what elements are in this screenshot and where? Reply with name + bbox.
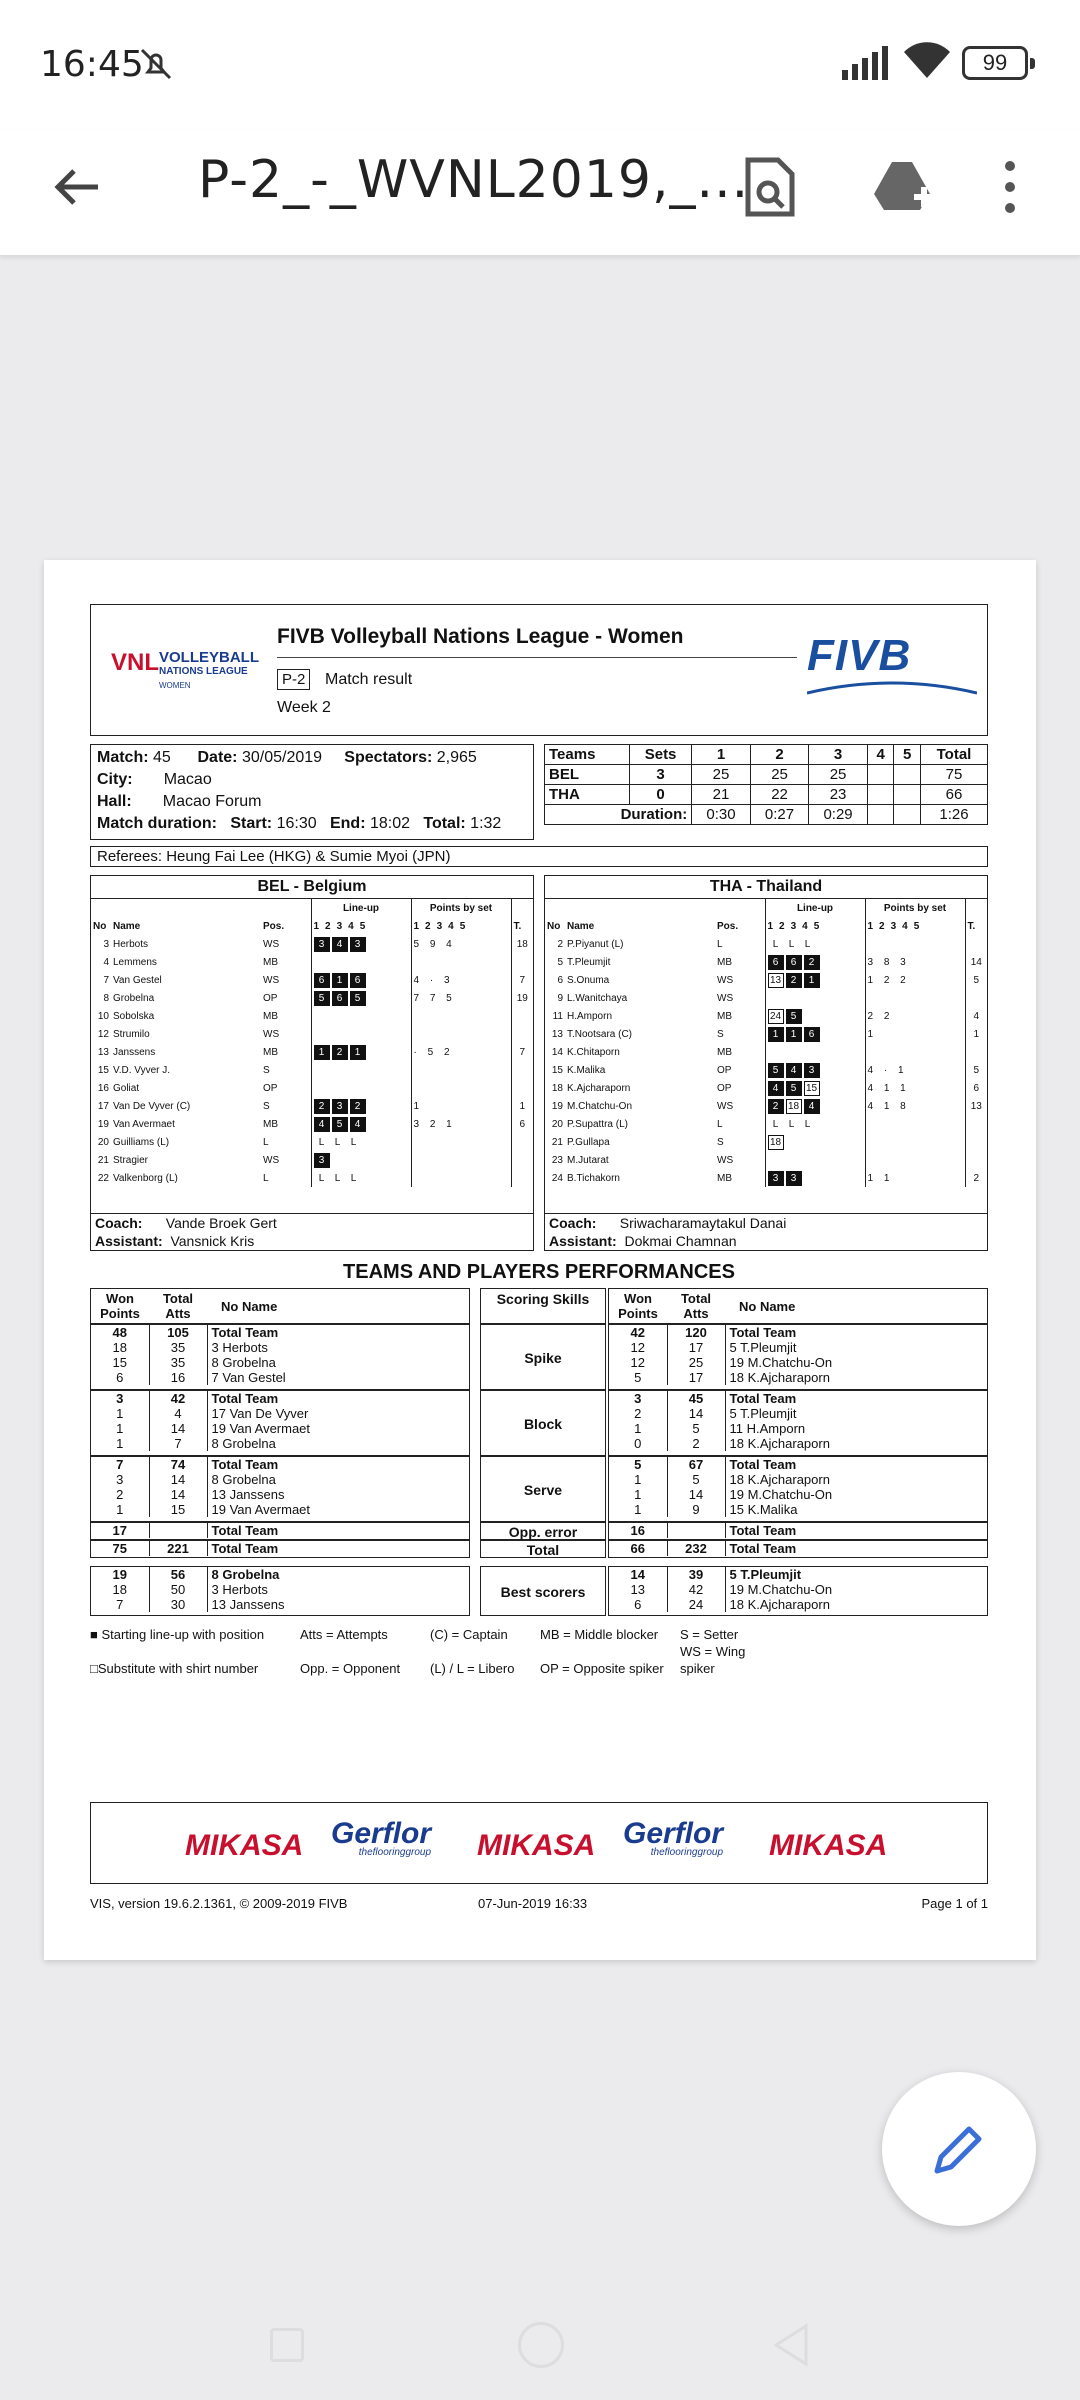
perf-row: 16 Total Team [609,1523,987,1538]
perf-row: 3 42 Total Team [91,1391,469,1406]
starting-position-mark: 5 [768,1063,784,1078]
skill-label: Spike [480,1324,606,1390]
best-scorers-left [90,1566,470,1616]
perf-left-block [90,1390,470,1456]
substitute-mark: 15 [804,1081,820,1096]
sponsor-logo: MIKASA [477,1829,596,1862]
starting-position-mark: 5 [786,1081,802,1096]
bel-player-row: 12 Strumilo WS [91,1025,533,1043]
perf-left-serve [90,1456,470,1522]
perf-left-opperror [90,1522,470,1540]
perf-right-spike [608,1324,988,1390]
sponsor-logo: Gerflor theflooringgroup [331,1817,432,1858]
starting-position-mark: 1 [350,1045,366,1060]
assistant: Assistant: Vansnick Kris [95,1233,255,1249]
tha-player-row: 9 L.Wanitchaya WS [545,989,987,1007]
back-arrow-icon[interactable] [48,157,108,217]
starting-position-mark: 2 [314,1099,330,1114]
starting-position-mark: 4 [804,1099,820,1114]
best-scorers-right [608,1566,988,1616]
perf-row: 42 120 Total Team [609,1325,987,1340]
recents-button[interactable] [270,2328,304,2362]
libero-mark: L [318,1172,325,1184]
starting-position-mark: 6 [786,955,802,970]
starting-position-mark: 4 [768,1081,784,1096]
mute-icon [136,44,176,84]
bel-player-row: 8 Grobelna OP 5 6 5 7 7 5 19 [91,989,533,1007]
perf-row: 1 7 8 Grobelna [91,1436,469,1451]
perf-row: 66 232 Total Team [609,1541,987,1556]
tha-player-row: 11 H.Amporn MB 24 5 2 2 4 [545,1007,987,1025]
perf-row: 1 5 18 K.Ajcharaporn [609,1472,987,1487]
duration-row: Duration: 0:30 0:27 0:29 1:26 [545,805,988,825]
legend-line-1: ■ Starting line-up with position Atts = Attempts (C) = Captain MB = Middle blocker S = Setter [90,1627,739,1642]
starting-position-mark: 5 [332,1117,348,1132]
bel-player-row: 19 Van Avermaet MB 4 5 4 3 2 1 6 [91,1115,533,1133]
perf-row: 3 45 Total Team [609,1391,987,1406]
find-in-document-icon[interactable] [738,154,802,220]
coach: Coach: Vande Broek Gert [95,1215,277,1231]
performance-section: Won Points Total Atts No Name Scoring Skills Won Points Total Atts No Name 48 105 Total Team 18 35 3 Herbots 15 35 8 Grobelna 6 16 7 Van Gestel Spike 42 120 Total Team 12 17 5 T.Pleumjit 12 25 19 M.Chatchu-On 5 17 18 K.Ajcharaporn 3 42 Total Team 1 4 17 Van De Vyver 1 14 19 Van Avermaet 1 7 8 Grobelna Block 3 45 Total Team 2 14 5 T.Pleumjit 1 5 11 H.Amporn 0 2 18 K.Ajcharaporn 7 74 Total Team 3 14 8 Grobelna 2 14 13 Janssens 1 15 19 Van Avermaet Serve 5 67 Total Team 1 5 18 K.Ajcharaporn 1 14 19 M.Chatchu-On 1 9 15 K.Malika 17 Total Team Opp. error 16 Total Team 75 221 Total Team Total 66 232 Total Team 19 56 8 Grobelna 18 50 3 Herbots 7 30 13 Janssens Best scorers 14 39 5 T.Pleumjit 13 42 19 M.Chatchu-On 6 24 18 K.Ajcharaporn [90,1288,988,1620]
wifi-icon [902,42,952,82]
starting-position-mark: 3 [332,1099,348,1114]
bel-player-row: 3 Herbots WS 3 4 3 5 9 4 18 [91,935,533,953]
best-scorers-label: Best scorers [480,1566,606,1616]
libero-mark: L [788,1118,795,1130]
perf-row: 2 14 13 Janssens [91,1487,469,1502]
perf-row: 6 16 7 Van Gestel [91,1370,469,1385]
tha-player-row: 23 M.Jutarat WS [545,1151,987,1169]
starting-position-mark: 3 [314,1153,330,1168]
starting-position-mark: 5 [314,991,330,1006]
logo-line-2: NATIONS LEAGUE [159,666,248,677]
vnl-logo: VNL [111,649,159,676]
perf-right-opperror [608,1522,988,1540]
signal-icon [840,46,890,80]
tha-player-row: 19 M.Chatchu-On WS 2 18 4 4 1 8 13 [545,1097,987,1115]
perf-row: 48 105 Total Team [91,1325,469,1340]
status-bar [0,0,1080,130]
header-divider [277,657,797,658]
starting-position-mark: 2 [350,1099,366,1114]
substitute-mark: 24 [768,1009,784,1024]
perf-row: 14 39 5 T.Pleumjit [609,1567,987,1582]
perf-row: 1 4 17 Van De Vyver [91,1406,469,1421]
perf-row: 6 24 18 K.Ajcharaporn [609,1597,987,1612]
clock: 16:45 [40,44,144,85]
perf-row: 12 25 19 M.Chatchu-On [609,1355,987,1370]
tha-player-row: 21 P.Gullapa S 18 [545,1133,987,1151]
perf-row: 5 67 Total Team [609,1457,987,1472]
perf-left-spike [90,1324,470,1390]
perf-row: 75 221 Total Team [91,1541,469,1556]
bel-player-row: 17 Van De Vyver (C) S 2 3 2 1 1 [91,1097,533,1115]
match-number: 45 [153,749,171,766]
starting-position-mark: 6 [314,973,330,988]
starting-position-mark: 6 [768,955,784,970]
libero-mark: L [772,938,779,950]
perf-row: 1 15 19 Van Avermaet [91,1502,469,1517]
starting-position-mark: 3 [786,1171,802,1186]
sponsor-logo: MIKASA [769,1829,888,1862]
battery-icon: 99 [962,46,1028,80]
starting-position-mark: 3 [768,1171,784,1186]
footer-version: VIS, version 19.6.2.1361, © 2009-2019 FIVB [90,1896,348,1911]
tha-player-row: 13 T.Nootsara (C) S 1 1 6 1 1 [545,1025,987,1043]
score-row-bel: BEL 3 25 25 25 75 [545,765,988,785]
perf-row: 5 17 18 K.Ajcharaporn [609,1370,987,1385]
bel-player-row: 13 Janssens MB 1 2 1 · 5 2 7 [91,1043,533,1061]
libero-mark: L [350,1136,357,1148]
skill-label: Serve [480,1456,606,1522]
tha-player-row: 6 S.Onuma WS 13 2 1 1 2 2 5 [545,971,987,989]
doc-header [90,604,988,736]
tha-player-row: 20 P.Supattra (L) L L L L [545,1115,987,1133]
libero-mark: L [350,1172,357,1184]
libero-mark: L [334,1172,341,1184]
perf-left-total [90,1540,470,1558]
perf-row: 15 35 8 Grobelna [91,1355,469,1370]
vnl-logo-text [159,651,259,693]
perf-row: 18 35 3 Herbots [91,1340,469,1355]
starting-position-mark: 6 [332,991,348,1006]
libero-mark: L [334,1136,341,1148]
libero-mark: L [788,938,795,950]
tha-player-row: 24 B.Tichakorn MB 3 3 1 1 2 [545,1169,987,1187]
logo-line-1: VOLLEYBALL [159,649,259,666]
starting-position-mark: 2 [332,1045,348,1060]
score-header-row: Teams Sets 1 2 3 4 5 Total [545,745,988,765]
team-name: BEL - Belgium [91,876,533,899]
tha-player-row: 15 K.Malika OP 5 4 3 4 · 1 5 [545,1061,987,1079]
starting-position-mark: 1 [314,1045,330,1060]
score-row-tha: THA 0 21 22 23 66 [545,785,988,805]
perf-row: 17 Total Team [91,1523,469,1538]
coach: Coach: Sriwacharamaytakul Danai [549,1215,787,1231]
bel-player-row: 7 Van Gestel WS 6 1 6 4 · 3 7 [91,971,533,989]
assistant: Assistant: Dokmai Chamnan [549,1233,737,1249]
starting-position-mark: 4 [332,937,348,952]
team-b-roster: THA - Thailand Line-up Points by set No Name Pos. 12345 12345 T. 2 P.Piyanut (L) L L L L 5 T.Pleumjit MB 6 6 2 3 8 3 14 6 S.Onuma WS 13 2 1 1 2 2 5 9 L.Wanitchaya WS 11 H.Amporn MB 24 5 2 2 4 13 T.Nootsara (C) S 1 1 6 1 1 14 K.Chitaporn MB 15 K.Malika OP 5 4 3 4 · 1 5 18 K.Ajcharaporn OP 4 5 15 4 1 1 6 19 M.Chatchu-On WS 2 18 4 4 1 8 13 20 P.Supattra (L) L L L L 21 P.Gullapa S 18 23 M.Jutarat WS 24 B.Tichakorn MB 3 3 1 1 2 Coach: Sriwacharamaytakul Danai Assistant: Dokmai Chamnan [544,875,988,1251]
perf-row: 13 42 19 M.Chatchu-On [609,1582,987,1597]
report-type: Match result [325,671,413,688]
perf-right-total [608,1540,988,1558]
legend [90,1626,988,1677]
perf-row: 18 50 3 Herbots [91,1582,469,1597]
sponsor-strip [90,1802,988,1884]
bel-player-row: 22 Valkenborg (L) L L L L [91,1169,533,1187]
tha-player-row: 2 P.Piyanut (L) L L L L [545,935,987,953]
perf-row: 7 30 13 Janssens [91,1597,469,1612]
back-button[interactable] [770,2322,810,2368]
starting-position-mark: 4 [350,1117,366,1132]
app-bar [0,130,1080,256]
bel-player-row: 16 Goliat OP [91,1079,533,1097]
starting-position-mark: 4 [314,1117,330,1132]
team-name: THA - Thailand [545,876,987,899]
starting-position-mark: 4 [786,1063,802,1078]
bel-player-row: 21 Stragier WS 3 [91,1151,533,1169]
edit-fab[interactable] [882,2072,1036,2226]
bel-player-row: 15 V.D. Vyver J. S [91,1061,533,1079]
sponsor-logo: MIKASA [185,1829,304,1862]
navigation-bar [0,2300,1080,2400]
substitute-mark: 18 [768,1135,784,1150]
hall: Macao Forum [162,793,262,810]
perf-row: 1 5 11 H.Amporn [609,1421,987,1436]
score-table [544,744,988,825]
fivb-logo: FIVB [807,631,977,700]
sponsor-logo: Gerflor theflooringgroup [623,1817,724,1858]
add-to-drive-icon[interactable] [870,154,934,220]
starting-position-mark: 6 [804,1027,820,1042]
footer-date: 07-Jun-2019 16:33 [478,1896,588,1911]
libero-mark: L [772,1118,779,1130]
libero-mark: L [804,1118,811,1130]
starting-position-mark: 1 [332,973,348,988]
starting-position-mark: 3 [804,1063,820,1078]
starting-position-mark: 2 [786,973,802,988]
starting-position-mark: 1 [786,1027,802,1042]
starting-position-mark: 1 [804,973,820,988]
starting-position-mark: 5 [350,991,366,1006]
perf-right-serve [608,1456,988,1522]
legend-line-2: □Substitute with shirt number Opp. = Opponent (L) / L = Libero OP = Opposite spikerWS = Wing spiker [90,1644,746,1676]
team-a-roster: BEL - Belgium Line-up Points by set No Name Pos. 12345 12345 T. 3 Herbots WS 3 4 3 5 9 4 18 4 Lemmens MB 7 Van Gestel WS 6 1 6 4 · 3 7 8 Grobelna OP 5 6 5 7 7 5 19 10 Sobolska MB 12 Strumilo WS 13 Janssens MB 1 2 1 · 5 2 7 15 V.D. Vyver J. S 16 Goliat OP 17 Van De Vyver (C) S 2 3 2 1 1 19 Van Avermaet MB 4 5 4 3 2 1 6 20 Guilliams (L) L L L L 21 Stragier WS 3 22 Valkenborg (L) L L L L Coach: Vande Broek Gert Assistant: Vansnick Kris [90,875,534,1251]
perf-row: 12 17 5 T.Pleumjit [609,1340,987,1355]
libero-mark: L [318,1136,325,1148]
perf-row: 1 14 19 M.Chatchu-On [609,1487,987,1502]
substitute-mark: 18 [786,1099,802,1114]
bel-player-row: 4 Lemmens MB [91,953,533,971]
perf-row: 7 74 Total Team [91,1457,469,1472]
perf-row: 0 2 18 K.Ajcharaporn [609,1436,987,1451]
starting-position-mark: 2 [768,1099,784,1114]
document-title: P-2_-_WVNL2019,_... [198,150,750,210]
perf-right-block [608,1390,988,1456]
competition-title: FIVB Volleyball Nations League - Women [277,625,684,648]
starting-position-mark: 6 [350,973,366,988]
referees: Referees: Heung Fai Lee (HKG) & Sumie Myoi (JPN) [90,846,988,867]
starting-position-mark: 1 [768,1027,784,1042]
perf-row: 3 14 8 Grobelna [91,1472,469,1487]
perf-row: 19 56 8 Grobelna [91,1567,469,1582]
page-footer [90,1896,988,1911]
city: Macao [163,771,212,788]
performance-title: TEAMS AND PLAYERS PERFORMANCES [343,1261,735,1283]
footer-page: Page 1 of 1 [921,1896,988,1911]
logo-line-3: WOMEN [159,681,191,690]
spectators: 2,965 [436,749,477,766]
more-options-icon[interactable] [1000,154,1020,220]
skill-label: Opp. error [480,1522,606,1540]
tha-player-row: 5 T.Pleumjit MB 6 6 2 3 8 3 14 [545,953,987,971]
skill-label: Block [480,1390,606,1456]
perf-row: 1 14 19 Van Avermaet [91,1421,469,1436]
starting-position-mark: 5 [786,1009,802,1024]
starting-position-mark: 3 [314,937,330,952]
substitute-mark: 13 [768,973,784,988]
match-date: 30/05/2019 [241,749,323,766]
week-label: Week 2 [277,699,331,716]
tha-player-row: 18 K.Ajcharaporn OP 4 5 15 4 1 1 6 [545,1079,987,1097]
pencil-icon [929,2119,989,2179]
starting-position-mark: 3 [350,937,366,952]
home-button[interactable] [518,2322,564,2368]
match-info: Match: 45 Date: 30/05/2019 Spectators: 2,965 City: Macao Hall: Macao Forum Match duration: Start: 16:30 End: 18:02 Total: 1:32 [90,744,534,840]
report-code: P-2 [277,669,310,690]
pdf-page [44,560,1036,1960]
libero-mark: L [804,938,811,950]
starting-position-mark: 2 [804,955,820,970]
tha-player-row: 14 K.Chitaporn MB [545,1043,987,1061]
bel-player-row: 10 Sobolska MB [91,1007,533,1025]
perf-row: 2 14 5 T.Pleumjit [609,1406,987,1421]
skill-label: Total [480,1540,606,1558]
bel-player-row: 20 Guilliams (L) L L L L [91,1133,533,1151]
perf-row: 1 9 15 K.Malika [609,1502,987,1517]
